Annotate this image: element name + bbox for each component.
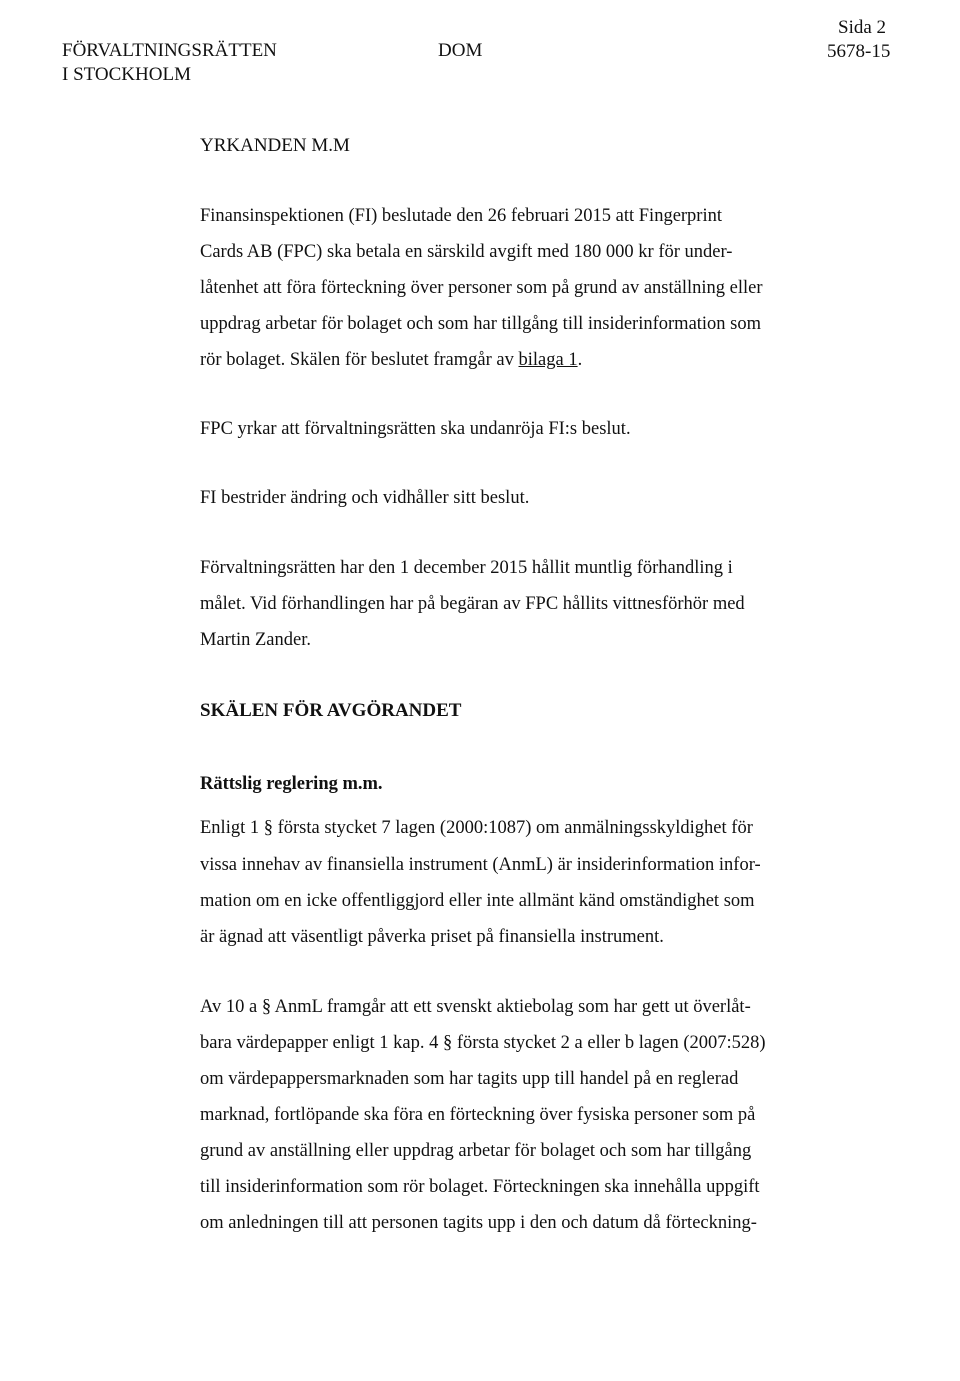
paragraph-line: marknad, fortlöpande ska föra en förteckning över fysiska personer som på xyxy=(200,1105,756,1125)
section-heading-skalen: SKÄLEN FÖR AVGÖRANDET xyxy=(200,700,462,721)
case-number: 5678-15 xyxy=(827,41,891,62)
subheading: Rättslig reglering m.m. xyxy=(200,774,383,794)
page-number: Sida 2 xyxy=(838,17,887,38)
court-name-line1: FÖRVALTNINGSRÄTTEN xyxy=(62,40,277,61)
paragraph-line: till insiderinformation som rör bolaget. Förteckningen ska innehålla uppgift xyxy=(200,1177,760,1197)
paragraph-line: målet. Vid förhandlingen har på begäran av FPC hållits vittnesförhör med xyxy=(200,594,745,614)
paragraph-line: Enligt 1 § första stycket 7 lagen (2000:1087) om anmälningsskyldighet för xyxy=(200,818,753,838)
paragraph-line xyxy=(200,350,582,371)
paragraph-line: mation om en icke offentliggjord eller inte allmänt känd omständighet som xyxy=(200,891,755,911)
section-heading-yrkanden: YRKANDEN M.M xyxy=(200,135,350,156)
court-name-line2: I STOCKHOLM xyxy=(62,64,191,85)
paragraph-line: Förvaltningsrätten har den 1 december 2015 hållit muntlig förhandling i xyxy=(200,558,733,578)
paragraph-text: rör bolaget. Skälen för beslutet framgår av xyxy=(200,350,519,370)
paragraph-line: Av 10 a § AnmL framgår att ett svenskt aktiebolag som har gett ut överlåt- xyxy=(200,997,751,1017)
document-type: DOM xyxy=(438,40,483,61)
paragraph-line: FPC yrkar att förvaltningsrätten ska undanröja FI:s beslut. xyxy=(200,419,631,439)
paragraph-line: Martin Zander. xyxy=(200,630,311,650)
paragraph-line: uppdrag arbetar för bolaget och som har tillgång till insiderinformation som xyxy=(200,314,762,334)
paragraph-line: Finansinspektionen (FI) beslutade den 26 februari 2015 att Fingerprint xyxy=(200,206,723,226)
paragraph-line: om värdepappersmarknaden som har tagits upp till handel på en reglerad xyxy=(200,1069,739,1089)
paragraph-line: om anledningen till att personen tagits upp i den och datum då förteckning- xyxy=(200,1213,757,1233)
paragraph-line: FI bestrider ändring och vidhåller sitt beslut. xyxy=(200,488,530,508)
paragraph-text: . xyxy=(577,350,583,370)
attachment-link[interactable]: bilaga 1 xyxy=(518,350,578,370)
paragraph-line: grund av anställning eller uppdrag arbetar för bolaget och som har tillgång xyxy=(200,1141,752,1161)
paragraph-line: låtenhet att föra förteckning över personer som på grund av anställning eller xyxy=(200,278,763,298)
paragraph-line: bara värdepapper enligt 1 kap. 4 § första stycket 2 a eller b lagen (2007:528) xyxy=(200,1033,766,1053)
paragraph-line: är ägnad att väsentligt påverka priset på finansiella instrument. xyxy=(200,927,664,947)
paragraph-line: Cards AB (FPC) ska betala en särskild avgift med 180 000 kr för under- xyxy=(200,242,733,262)
paragraph-line: vissa innehav av finansiella instrument (AnmL) är insiderinformation infor- xyxy=(200,855,761,875)
